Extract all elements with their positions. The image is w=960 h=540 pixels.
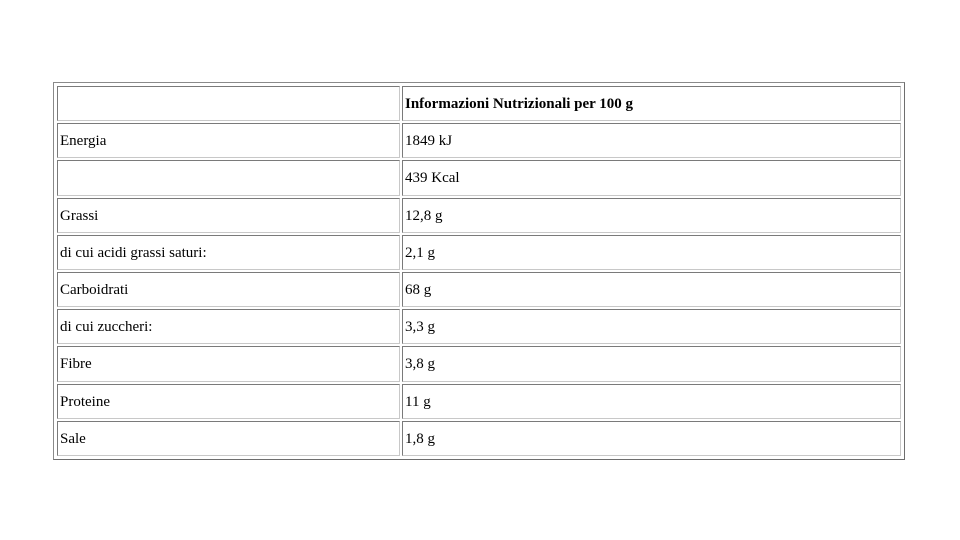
table-row <box>57 160 901 195</box>
table-row <box>57 272 901 307</box>
table-row <box>57 421 901 456</box>
nutrient-label: di cui zuccheri: <box>57 309 400 344</box>
nutrient-label: Energia <box>57 123 400 158</box>
nutrient-label: Proteine <box>57 384 400 419</box>
table-row <box>57 198 901 233</box>
nutrition-table <box>55 84 903 458</box>
table-row <box>57 309 901 344</box>
nutrient-label: Grassi <box>57 198 400 233</box>
nutrient-label: Fibre <box>57 346 400 381</box>
nutrient-label: di cui acidi grassi saturi: <box>57 235 400 270</box>
nutrient-label: Sale <box>57 421 400 456</box>
table-row <box>57 346 901 381</box>
nutrient-value: 1849 kJ <box>402 123 901 158</box>
nutrient-value: 439 Kcal <box>402 160 901 195</box>
header-label-cell <box>57 86 400 121</box>
table-row <box>57 123 901 158</box>
nutrient-value: 12,8 g <box>402 198 901 233</box>
table-header-row <box>57 86 901 121</box>
nutrient-value: 2,1 g <box>402 235 901 270</box>
nutrient-value: 11 g <box>402 384 901 419</box>
nutrient-label <box>57 160 400 195</box>
table-row <box>57 384 901 419</box>
nutrient-label: Carboidrati <box>57 272 400 307</box>
header-title-cell: Informazioni Nutrizionali per 100 g <box>402 86 901 121</box>
nutrient-value: 68 g <box>402 272 901 307</box>
table-row <box>57 235 901 270</box>
nutrient-value: 1,8 g <box>402 421 901 456</box>
nutrition-table-frame <box>53 82 905 460</box>
nutrient-value: 3,3 g <box>402 309 901 344</box>
nutrient-value: 3,8 g <box>402 346 901 381</box>
